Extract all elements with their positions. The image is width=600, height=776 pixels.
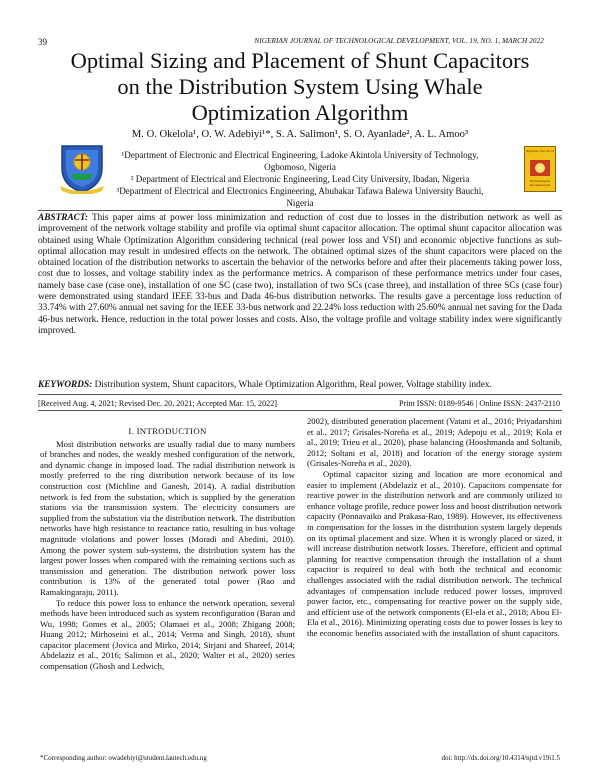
intro-paragraph-2: To reduce this power loss to enhance the network operation, several methods have been introduced such as system reconfiguration (Baran and Wu, 1998; Gomes et al., 2005; Olamaei et al., 2008; Zhigang 2008; Huang 2012; Mirhoseini et al., 2014; Verma and Singh, 2018), shunt capacitor placement (Jovica and Mirko, 2014; Sirjani and Shareef, 2014; Abdelaziz et al., 2016; Salimon et al., 2020; Walter et al., 2020) series compensation (Ghosh and Ledwich, bbox=[40, 597, 295, 672]
issn: Print ISSN: 0189-9546 | Online ISSN: 2437-2110 bbox=[399, 399, 560, 408]
corresponding-author: *Corresponding author: owadebiyi@student.lautech.edu.ng bbox=[40, 754, 207, 762]
keywords bbox=[38, 380, 562, 391]
abstract bbox=[38, 213, 562, 337]
journal-logo bbox=[524, 146, 556, 192]
paper-title: Optimal Sizing and Placement of Shunt Capacitors on the Distribution System Using Whale Optimization Algorithm bbox=[70, 48, 530, 125]
keywords-label: KEYWORDS: bbox=[38, 380, 93, 390]
right-paragraph-2: Optimal capacitor sizing and location are more economical and easier to implement (Abdelaziz et al., 2010). Capacitors compensate for reactive power in the distribution network and are commonly utilized to enhance voltage profile, reduce power loss and boost distribution network capacity (Ponnavaiko and Prakasa-Rao, 1989). However, its effectiveness in compensation for the losses in the distribution system largely depends on its optimal placement and size. When it is wrongly placed or sized, it will increase distribution network losses. Therefore, efficient and optimal planning for reactive compensation through the installation of a shunt capacitor is required to deal with both the technical and economic challenges associated with the radial distribution network. The technical advantages of compensation include reduced power losses, improved power factor, etc., compensating for reactive power on the supply side, and efficient use of the network components (El-ela et al., 2018; Abou El-Ela et al., 2016). Minimizing operating costs due to power losses is key to the economic benefits associated with the installation of shunt capacitors. bbox=[307, 468, 562, 638]
doi: doi: http://dx.doi.org/10.4314/njtd.v19i1.5 bbox=[441, 754, 560, 762]
lower-divider bbox=[38, 410, 562, 411]
affiliation-3: ³Department of Electrical and Electronics Engineering, Abubakar Tafawa Balewa University Bauchi, Nigeria bbox=[116, 186, 484, 208]
abstract-label: ABSTRACT: bbox=[38, 213, 88, 223]
middle-divider bbox=[38, 394, 562, 395]
abstract-text: This paper aims at power loss minimization and reduction of cost due to losses in the distribution network as well as improvement of the network voltage stability and profile via optimal shunt capacitor allocation. The optimal shunt capacitor allocation was obtained using Whale Optimization Algorithm considering technical (real power loss and VSI) and economic objective functions as sub-optimal allocation may result in undesired effects on the network. The obtained optimal sizes of the shunt capacitors were placed on the obtained location of the distribution networks to ascertain the behavior of the networks before and after their placements taking power loss, cost due to losses, and voltage stability index as the performance metrics. A comparison of these performance metrics under four cases, namely base case (case one), installation of one SC (case two), installation of two SCs (case three), and installation of three SCs (case four) were demonstrated using standard IEEE 33-bus and Dada 46-bus distribution networks. The results gave a percentage loss reduction of 33.74% with 27.60% annual net saving for the IEEE 33-bus network and 22.24% loss reduction with 25.60% annual net saving for the Dada 46-bus network. Hence, reduction in the total power losses and costs. Also, the voltage profile and voltage stability index were significantly improved. bbox=[38, 213, 563, 336]
journal-logo-subtitle: Technological Development bbox=[529, 179, 551, 187]
author-list: M. O. Okelola¹, O. W. Adebiyi¹*, S. A. Salimon¹, S. O. Ayanlade², A. L. Amoo³ bbox=[131, 129, 469, 140]
affiliation-2: ² Department of Electrical and Electronic Engineering, Lead City University, Ibadan, Nigeria bbox=[130, 174, 470, 184]
journal-logo-title: Nigerian Journal of bbox=[526, 149, 554, 153]
right-column bbox=[307, 416, 562, 638]
affiliations bbox=[105, 149, 495, 209]
page-number: 39 bbox=[38, 37, 47, 47]
top-divider bbox=[38, 210, 562, 211]
university-crest-logo bbox=[57, 142, 107, 194]
received-dates: [Received Aug. 4, 2021; Revised Dec. 20, 2021; Accepted Mar. 15, 2022] bbox=[38, 399, 277, 408]
left-column bbox=[40, 426, 295, 672]
right-paragraph-1: 2002), distributed generation placement (Vatani et al., 2016; Priyadarshini et al., 2017; Grisales-Noreña et al., 2019; Adepoju et al., 2019; Kola et al., 2019; Trieu et al., 2020), phase balancing (Hooshmanda and Soltanib, 2012; Soltani et al, 2018) and location of the energy storage system (Grisales-Noreña et al., 2020). bbox=[307, 416, 562, 469]
section-heading: I. INTRODUCTION bbox=[128, 426, 207, 436]
affiliation-1: ¹Department of Electronic and Electrical Engineering, Ladoke Akintola University of Technology, Ogbomoso, Nigeria bbox=[121, 150, 479, 172]
intro-paragraph-1: Most distribution networks are usually radial due to many numbers of branches and nodes, the weakly meshed configuration of the network, and dynamic change in imposed load. The radial distribution network is mostly preferred to the ring distribution network because of its low construction cost (Michline and Ganesh, 2014). A radial distribution network is fed from the substation, which is supplied by the generation stations via the transmission system. The electricity consumers are supplied from the substation via the distribution network. The distribution networks have high resistance to reactance ratio, resulting in bus voltage magnitude violations and power losses (Moradi and Abedini, 2010). Among the power system sub-systems, the distribution system has the largest power losses when compared with the remaining sections such as transmission and generation. The distribution network power loss contribution is 13% of the generated total power (Rao and Ramakingaraju, 2011). bbox=[40, 438, 295, 597]
keywords-text: Distribution system, Shunt capacitors, Whale Optimization Algorithm, Real power, Voltage stability index. bbox=[94, 380, 492, 390]
journal-header: NIGERIAN JOURNAL OF TECHNOLOGICAL DEVELOPMENT, VOL. 19, NO. 1, MARCH 2022 bbox=[254, 37, 544, 45]
